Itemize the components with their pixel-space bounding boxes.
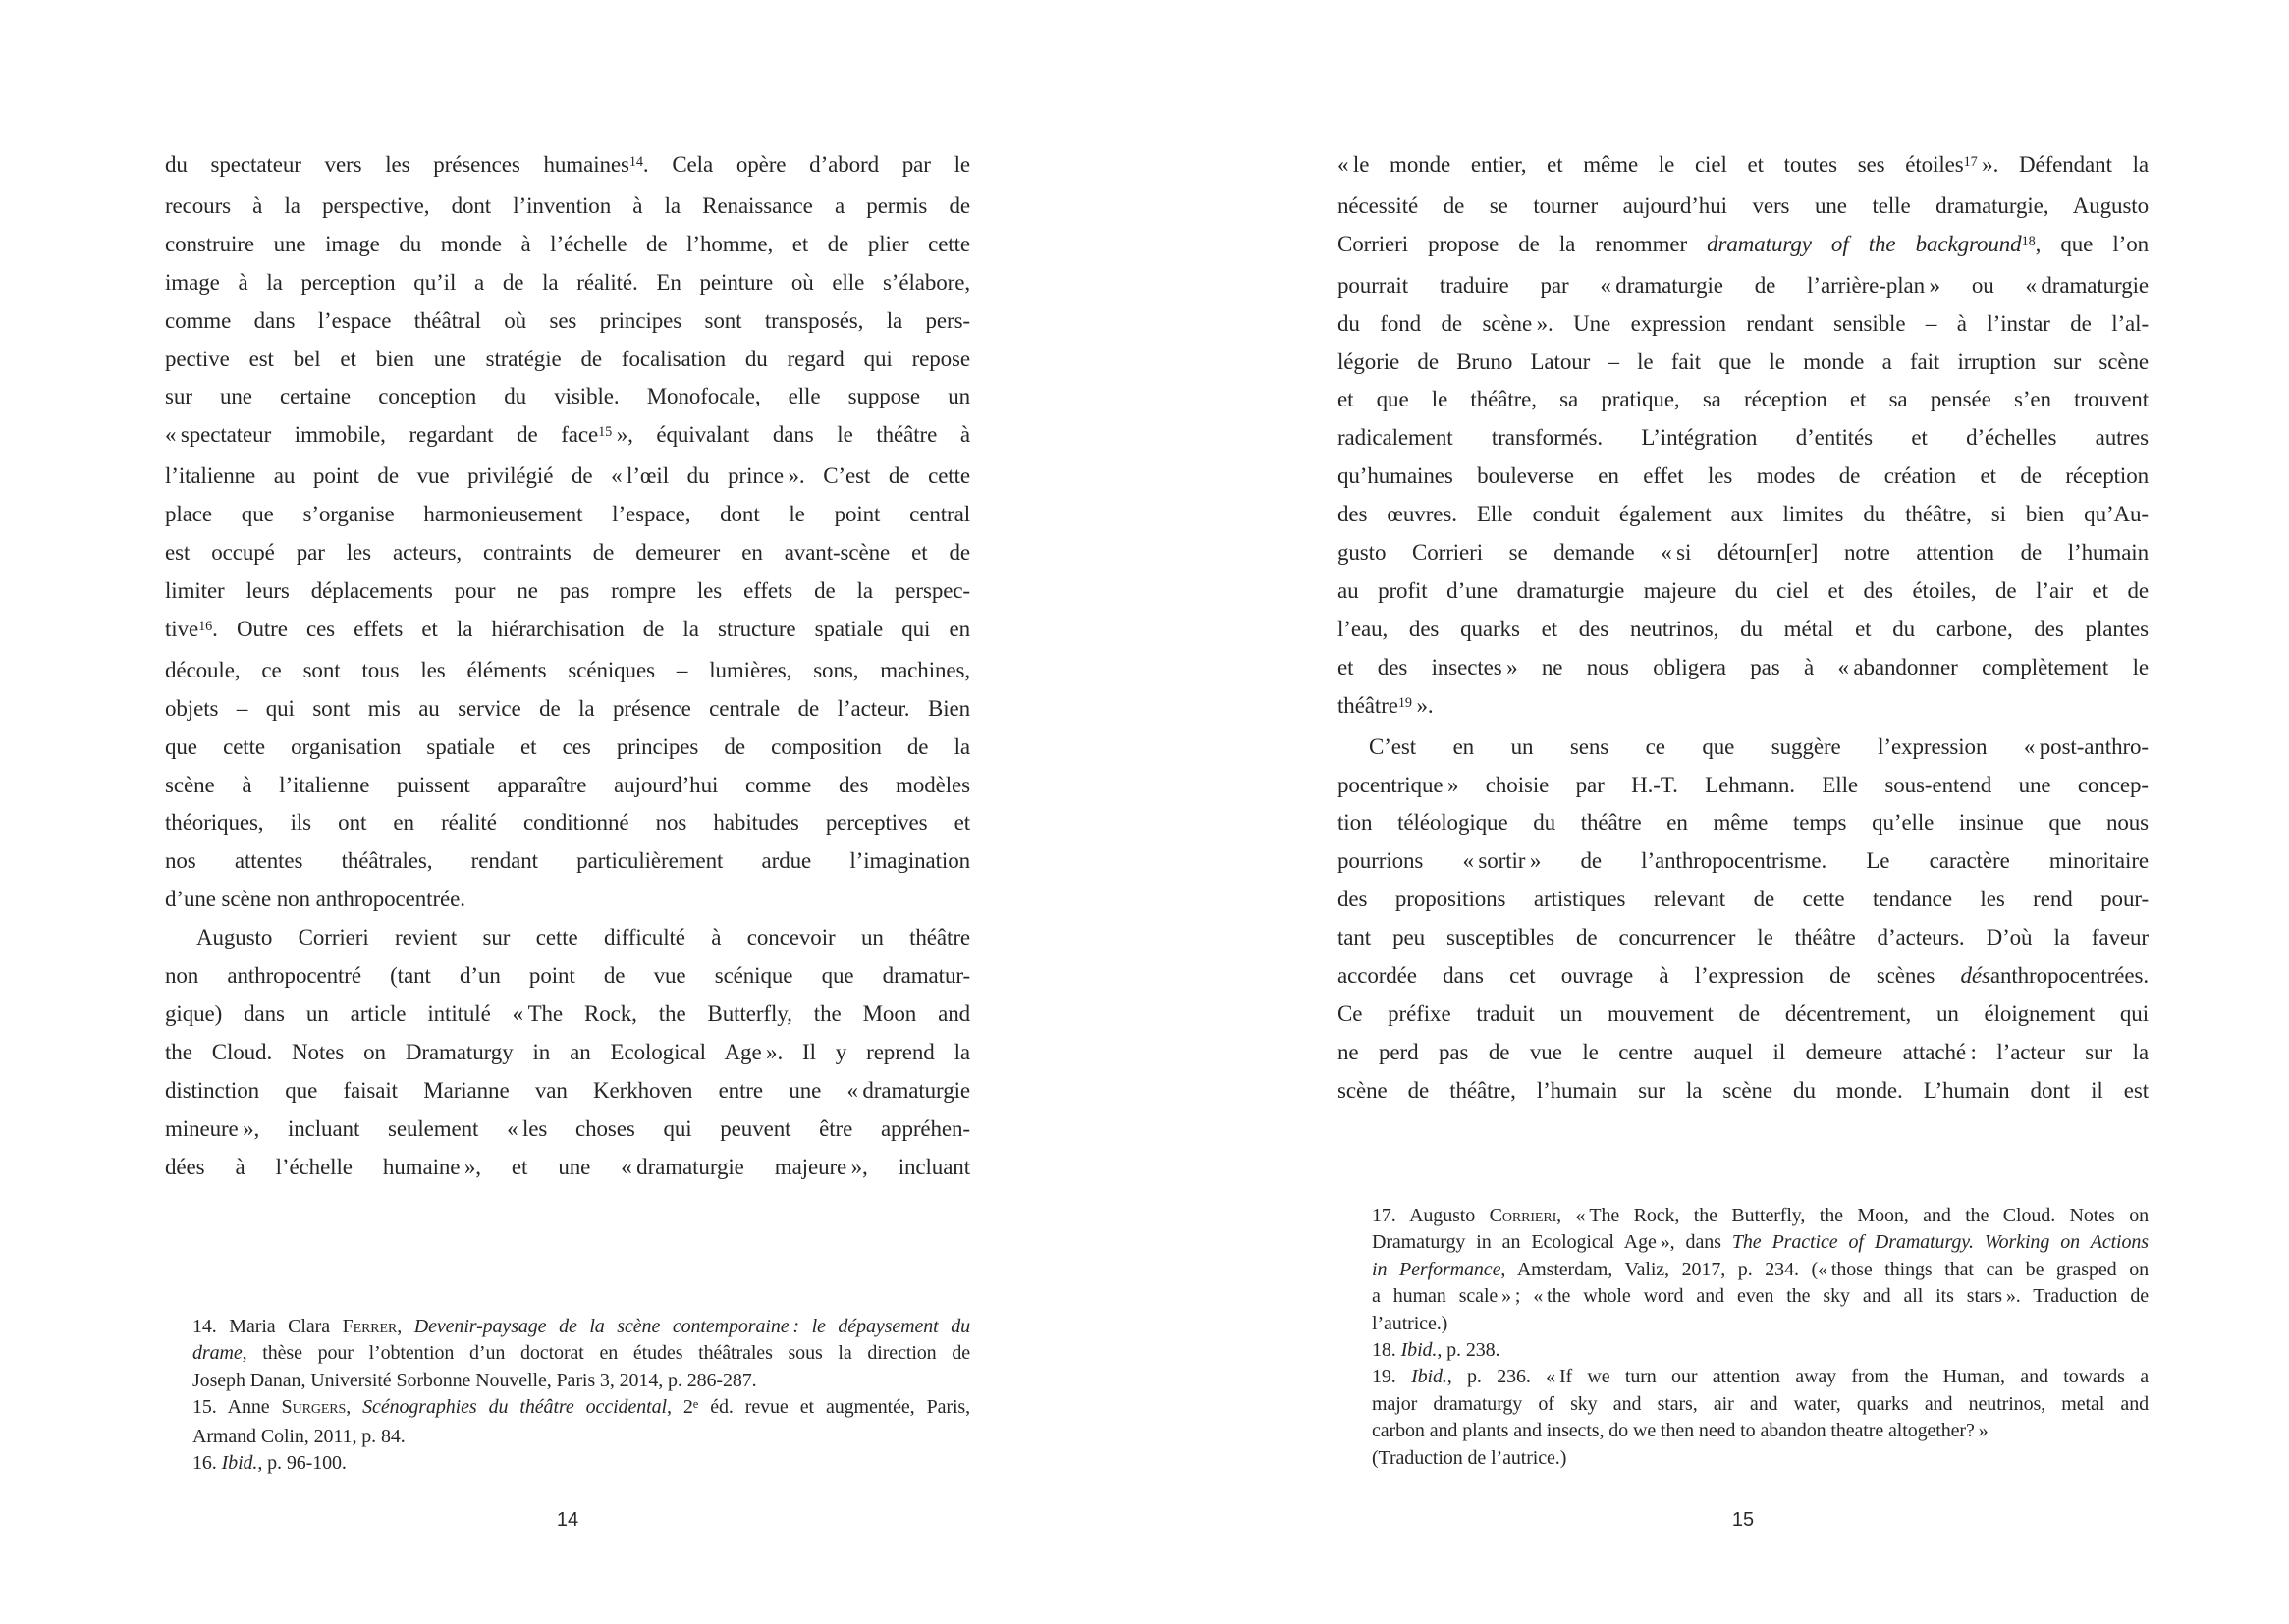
footnote-line: Armand Colin, 2011, p. 84. — [192, 1425, 406, 1447]
body-text-line: nos attentes théâtrales, rendant particulièrement ardue l’imagination — [165, 848, 970, 874]
body-text-line: objets – qui sont mis au service de la présence centrale de l’acteur. Bien — [165, 695, 970, 721]
body-text-line: accordée dans cet ouvrage à l’expression de scènes désanthropocentrées. — [1337, 963, 2149, 989]
body-text-line: Corrieri propose de la renommer dramaturgy of the background$^{18}$, que l’on — [1337, 231, 2149, 256]
body-text-line: et que le théâtre, sa pratique, sa réception et sa pensée s’en trouvent — [1337, 387, 2149, 412]
body-text-line: des propositions artistiques relevant de cette tendance les rend pour- — [1337, 887, 2149, 912]
body-text-line: théâtre$^{19}$ ». — [1337, 692, 1434, 718]
left-page — [0, 0, 1144, 1624]
footnote-line: l’autrice.) — [1372, 1312, 1448, 1334]
body-text-line: distinction que faisait Marianne van Kerkhoven entre une « dramaturgie — [165, 1077, 970, 1103]
left-page-footnotes — [192, 1314, 970, 1477]
body-text-line: légorie de Bruno Latour – le fait que le monde a fait irruption sur scène — [1337, 349, 2149, 374]
body-text-line: du spectateur vers les présences humaines$^{14}$. Cela opère d’abord par le — [165, 152, 970, 177]
body-text-line: construire une image du monde à l’échelle de l’homme, et de plier cette — [165, 231, 970, 256]
body-text-line: pocentrique » choisie par H.-T. Lehmann. Elle sous-entend une concep- — [1337, 772, 2149, 797]
body-text-line: d’une scène non anthropocentrée. — [165, 887, 465, 912]
right-page-footnotes — [1372, 1203, 2149, 1472]
body-text-line: radicalement transformés. L’intégration d’entités et d’échelles autres — [1337, 425, 2149, 451]
body-text-line: place que s’organise harmonieusement l’espace, dont le point central — [165, 502, 970, 527]
body-text-line: non anthropocentré (tant d’un point de vue scénique que dramatur- — [165, 963, 970, 989]
body-text-line: théoriques, ils ont en réalité conditionné nos habitudes perceptives et — [165, 810, 970, 836]
body-text-line: qu’humaines bouleverse en effet les modes de création et de réception — [1337, 463, 2149, 489]
body-text-line: découle, ce sont tous les éléments scéniques – lumières, sons, machines, — [165, 657, 970, 682]
footnote-line: major dramaturgy of sky and stars, air and water, quarks and neutrinos, metal and — [1372, 1392, 2149, 1415]
footnote-line: 14. Maria Clara Ferrer, Devenir-paysage de la scène contemporaine : le dépaysement du — [192, 1316, 970, 1337]
body-text-line: tion téléologique du théâtre en même temps qu’elle insinue que nous — [1337, 810, 2149, 836]
body-text-line: est occupé par les acteurs, contraints de demeurer en avant-scène et de — [165, 540, 970, 566]
body-text-line: mineure », incluant seulement « les choses qui peuvent être appréhen- — [165, 1115, 970, 1141]
footnote-line: 16. Ibid., p. 96-100. — [192, 1452, 347, 1475]
footnote-line: carbon and plants and insects, do we then need to abandon theatre altogether? » — [1372, 1420, 1989, 1442]
right-page — [1145, 0, 2289, 1624]
body-text-line: pourrions « sortir » de l’anthropocentrisme. Le caractère minoritaire — [1337, 848, 2149, 874]
footnote-line: in Performance, Amsterdam, Valiz, 2017, p. 234. (« those things that can be grasped on — [1372, 1258, 2149, 1280]
body-text-line: du fond de scène ». Une expression rendant sensible – à l’instar de l’al- — [1337, 310, 2149, 336]
body-text-line: gique) dans un article intitulé « The Rock, the Butterfly, the Moon and — [165, 1001, 970, 1026]
body-text-line: au profit d’une dramaturgie majeure du ciel et des étoiles, de l’air et de — [1337, 577, 2149, 603]
body-text-line: limiter leurs déplacements pour ne pas rompre les effets de la perspec- — [165, 577, 970, 603]
body-text-line: pective est bel et bien une stratégie de focalisation du regard qui repose — [165, 346, 970, 371]
body-text-line: pourrait traduire par « dramaturgie de l’arrière-plan » ou « dramaturgie — [1337, 272, 2149, 298]
body-text-line: ne perd pas de vue le centre auquel il demeure attaché : l’acteur sur la — [1337, 1039, 2149, 1064]
body-text-line: que cette organisation spatiale et ces principes de composition de la — [165, 733, 970, 759]
body-text-line: « spectateur immobile, regardant de face$^{15}$ », équivalant dans le théâtre à — [165, 422, 970, 448]
body-text-line: « le monde entier, et même le ciel et toutes ses étoiles$^{17}$ ». Défendant la — [1337, 152, 2149, 177]
body-text-line: Ce préfixe traduit un mouvement de décentrement, un éloignement qui — [1337, 1001, 2149, 1026]
body-text-line: Augusto Corrieri revient sur cette difficulté à concevoir un théâtre — [196, 925, 970, 950]
body-text-line: image à la perception qu’il a de la réalité. En peinture où elle s’élabore, — [165, 269, 970, 295]
body-text-line: C’est en un sens ce que suggère l’expression « post-anthro- — [1369, 733, 2149, 759]
body-text-line: sur une certaine conception du visible. Monofocale, elle suppose un — [165, 384, 970, 409]
footnote-line: drame, thèse pour l’obtention d’un doctorat en études théâtrales sous la direction de — [192, 1342, 970, 1365]
footnote-line: 15. Anne Surgers, Scénographies du théâtre occidental, 2e éd. revue et augmentée, Paris, — [192, 1396, 970, 1419]
body-text-line: l’eau, des quarks et des neutrinos, du métal et du carbone, des plantes — [1337, 616, 2149, 641]
footnote-line: 18. Ibid., p. 238. — [1372, 1339, 1500, 1362]
footnote-line: 19. Ibid., p. 236. « If we turn our attention away from the Human, and towards a — [1372, 1366, 2149, 1388]
body-text-line: et des insectes » ne nous obligera pas à « abandonner complètement le — [1337, 654, 2149, 679]
body-text-line: the Cloud. Notes on Dramaturgy in an Ecological Age ». Il y reprend la — [165, 1039, 970, 1064]
footnote-line: (Traduction de l’autrice.) — [1372, 1446, 1567, 1469]
body-text-line: tive$^{16}$. Outre ces effets et la hiérarchisation de la structure spatiale qui en — [165, 616, 970, 641]
body-text-line: gusto Corrieri se demande « si détourn[er] notre attention de l’humain — [1337, 540, 2149, 566]
body-text-line: scène à l’italienne puissent apparaître aujourd’hui comme des modèles — [165, 772, 970, 797]
left-page-body-text — [165, 146, 970, 1186]
footnote-line: 17. Augusto Corrieri, « The Rock, the Butterfly, the Moon, and the Cloud. Notes on — [1372, 1205, 2149, 1226]
footnote-line: Dramaturgy in an Ecological Age », dans The Practice of Dramaturgy. Working on Actions — [1372, 1231, 2149, 1254]
footnote-line: a human scale » ; « the whole word and even the sky and all its stars ». Traduction de — [1372, 1285, 2149, 1308]
body-text-line: recours à la perspective, dont l’invention à la Renaissance a permis de — [165, 192, 970, 218]
body-text-line: l’italienne au point de vue privilégié de « l’œil du prince ». C’est de cette — [165, 463, 970, 489]
right-page-body-text — [1337, 146, 2149, 1110]
body-text-line: comme dans l’espace théâtral où ses principes sont transposés, la pers- — [165, 307, 970, 333]
right-page-number: 15 — [1731, 1509, 1755, 1531]
body-text-line: nécessité de se tourner aujourd’hui vers une telle dramaturgie, Augusto — [1337, 192, 2149, 218]
footnote-line: Joseph Danan, Université Sorbonne Nouvelle, Paris 3, 2014, p. 286-287. — [192, 1369, 757, 1391]
body-text-line: scène de théâtre, l’humain sur la scène du monde. L’humain dont il est — [1337, 1077, 2149, 1103]
body-text-line: dées à l’échelle humaine », et une « dramaturgie majeure », incluant — [165, 1154, 970, 1179]
body-text-line: des œuvres. Elle conduit également aux limites du théâtre, si bien qu’Au- — [1337, 502, 2149, 527]
left-page-number: 14 — [556, 1509, 579, 1531]
body-text-line: tant peu susceptibles de concurrencer le théâtre d’acteurs. D’où la faveur — [1337, 925, 2149, 950]
